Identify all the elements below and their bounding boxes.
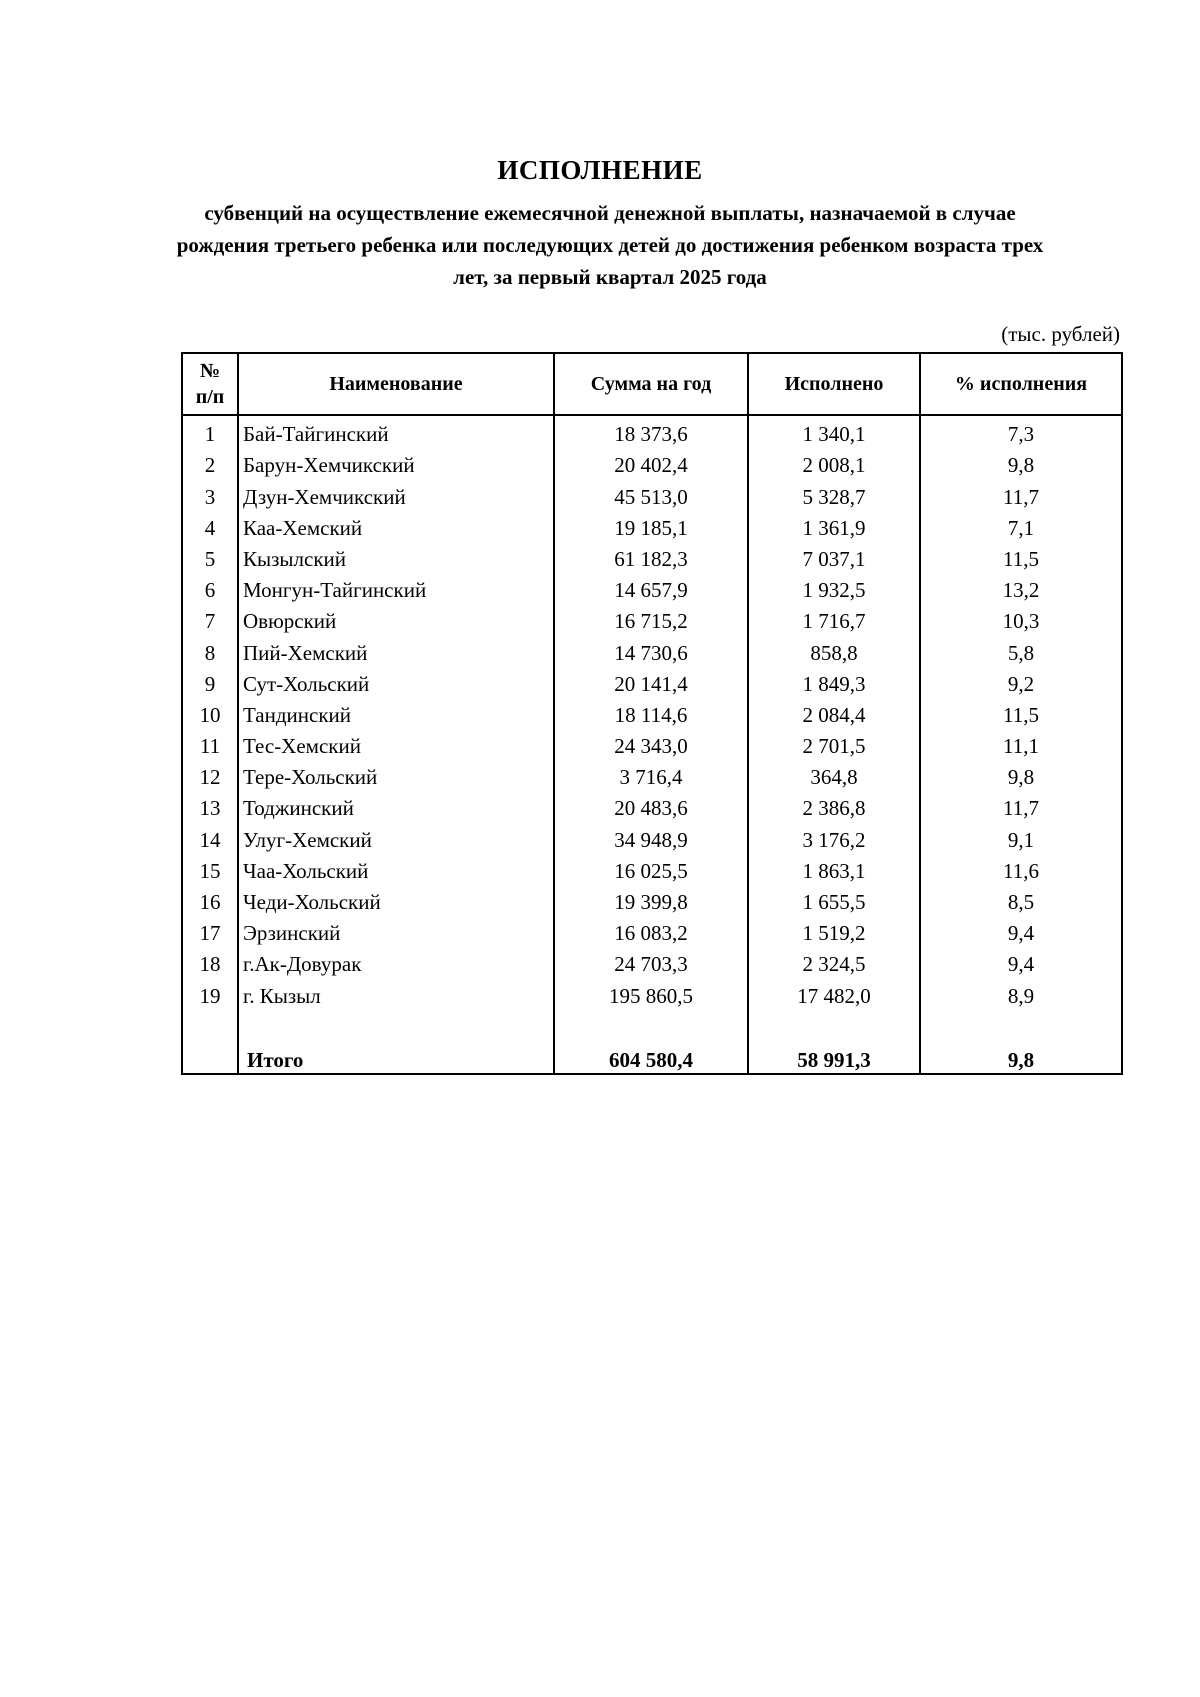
table-row: [182, 510, 1122, 541]
cell-name: Тоджинский: [238, 790, 554, 821]
spacer-cell: [920, 1009, 1122, 1039]
cell-executed: 2 324,5: [748, 946, 920, 977]
cell-name: Чеди-Хольский: [238, 884, 554, 915]
cell-execution-percent: 9,4: [920, 946, 1122, 977]
header-name: Наименование: [238, 353, 554, 415]
cell-execution-percent: 9,8: [920, 447, 1122, 478]
table-row: [182, 478, 1122, 509]
cell-name: Чаа-Хольский: [238, 853, 554, 884]
cell-executed: 858,8: [748, 634, 920, 665]
cell-annual-sum: 20 402,4: [554, 447, 748, 478]
cell-number: 4: [182, 510, 238, 541]
cell-execution-percent: 8,5: [920, 884, 1122, 915]
header-annual-sum: Сумма на год: [554, 353, 748, 415]
cell-annual-sum: 19 399,8: [554, 884, 748, 915]
cell-execution-percent: 11,6: [920, 853, 1122, 884]
cell-name: Эрзинский: [238, 915, 554, 946]
document-title: ИСПОЛНЕНИЕ: [497, 155, 703, 185]
cell-number: 14: [182, 821, 238, 852]
cell-annual-sum: 20 483,6: [554, 790, 748, 821]
cell-name: Барун-Хемчикский: [238, 447, 554, 478]
total-row: [182, 1039, 1122, 1074]
spacer-cell: [748, 1009, 920, 1039]
cell-annual-sum: 16 715,2: [554, 603, 748, 634]
cell-number: 16: [182, 884, 238, 915]
cell-number: 1: [182, 415, 238, 447]
cell-annual-sum: 3 716,4: [554, 759, 748, 790]
table-row: [182, 946, 1122, 977]
table-header-row: [182, 353, 1122, 415]
cell-number: 12: [182, 759, 238, 790]
table-row: [182, 728, 1122, 759]
cell-number: 7: [182, 603, 238, 634]
cell-annual-sum: 16 083,2: [554, 915, 748, 946]
total-annual-sum: 604 580,4: [554, 1039, 748, 1074]
total-executed: 58 991,3: [748, 1039, 920, 1074]
spacer-cell: [182, 1009, 238, 1039]
cell-number: 11: [182, 728, 238, 759]
cell-name: Тандинский: [238, 697, 554, 728]
cell-annual-sum: 14 730,6: [554, 634, 748, 665]
cell-name: Монгун-Тайгинский: [238, 572, 554, 603]
cell-name: г.Ак-Довурак: [238, 946, 554, 977]
table-row: [182, 697, 1122, 728]
cell-executed: 364,8: [748, 759, 920, 790]
cell-executed: 1 655,5: [748, 884, 920, 915]
cell-annual-sum: 16 025,5: [554, 853, 748, 884]
cell-execution-percent: 7,1: [920, 510, 1122, 541]
total-label: Итого: [238, 1039, 554, 1074]
cell-number: 6: [182, 572, 238, 603]
cell-execution-percent: 11,1: [920, 728, 1122, 759]
cell-number: 8: [182, 634, 238, 665]
cell-number: 10: [182, 697, 238, 728]
cell-name: Тес-Хемский: [238, 728, 554, 759]
table-row: [182, 634, 1122, 665]
total-execution-percent: 9,8: [920, 1039, 1122, 1074]
cell-executed: 2 701,5: [748, 728, 920, 759]
header-number: [182, 353, 238, 415]
cell-annual-sum: 18 114,6: [554, 697, 748, 728]
cell-annual-sum: 61 182,3: [554, 541, 748, 572]
cell-executed: 7 037,1: [748, 541, 920, 572]
table-row: [182, 541, 1122, 572]
cell-executed: 3 176,2: [748, 821, 920, 852]
cell-execution-percent: 11,7: [920, 790, 1122, 821]
table-row: [182, 821, 1122, 852]
spacer-cell: [238, 1009, 554, 1039]
cell-execution-percent: 9,2: [920, 666, 1122, 697]
cell-annual-sum: 14 657,9: [554, 572, 748, 603]
cell-name: г. Кызыл: [238, 977, 554, 1008]
cell-number: 5: [182, 541, 238, 572]
cell-execution-percent: 13,2: [920, 572, 1122, 603]
cell-executed: 17 482,0: [748, 977, 920, 1008]
cell-executed: 2 386,8: [748, 790, 920, 821]
cell-execution-percent: 10,3: [920, 603, 1122, 634]
table-row: [182, 603, 1122, 634]
table-row: [182, 915, 1122, 946]
cell-annual-sum: 34 948,9: [554, 821, 748, 852]
cell-annual-sum: 24 703,3: [554, 946, 748, 977]
cell-executed: 2 008,1: [748, 447, 920, 478]
cell-executed: 1 932,5: [748, 572, 920, 603]
cell-annual-sum: 19 185,1: [554, 510, 748, 541]
cell-executed: 2 084,4: [748, 697, 920, 728]
units-label: (тыс. рублей): [1001, 322, 1120, 346]
cell-name: Бай-Тайгинский: [238, 415, 554, 447]
cell-execution-percent: 9,1: [920, 821, 1122, 852]
table-row: [182, 884, 1122, 915]
cell-name: Каа-Хемский: [238, 510, 554, 541]
cell-annual-sum: 195 860,5: [554, 977, 748, 1008]
table-row: [182, 790, 1122, 821]
cell-name: Овюрский: [238, 603, 554, 634]
cell-name: Пий-Хемский: [238, 634, 554, 665]
cell-execution-percent: 7,3: [920, 415, 1122, 447]
cell-execution-percent: 11,7: [920, 478, 1122, 509]
cell-number: 9: [182, 666, 238, 697]
header-executed: Исполнено: [748, 353, 920, 415]
spacer-cell: [554, 1009, 748, 1039]
cell-executed: 1 863,1: [748, 853, 920, 884]
header-number-line2: п/п: [195, 386, 225, 408]
table-body: [182, 415, 1122, 1074]
cell-name: Кызылский: [238, 541, 554, 572]
header-number-line1: №: [199, 360, 221, 382]
table-row: [182, 666, 1122, 697]
header-execution-percent: % исполнения: [920, 353, 1122, 415]
cell-number: 13: [182, 790, 238, 821]
cell-annual-sum: 24 343,0: [554, 728, 748, 759]
cell-number: 19: [182, 977, 238, 1008]
cell-number: 15: [182, 853, 238, 884]
cell-execution-percent: 9,4: [920, 915, 1122, 946]
cell-number: 2: [182, 447, 238, 478]
cell-name: Улуг-Хемский: [238, 821, 554, 852]
table-row: [182, 415, 1122, 447]
cell-number: 18: [182, 946, 238, 977]
table-row: [182, 853, 1122, 884]
total-number: [182, 1039, 238, 1074]
cell-execution-percent: 5,8: [920, 634, 1122, 665]
cell-execution-percent: 8,9: [920, 977, 1122, 1008]
cell-number: 3: [182, 478, 238, 509]
cell-executed: 1 716,7: [748, 603, 920, 634]
cell-execution-percent: 11,5: [920, 697, 1122, 728]
spacer-row: [182, 1009, 1122, 1039]
cell-name: Дзун-Хемчикский: [238, 478, 554, 509]
cell-name: Сут-Хольский: [238, 666, 554, 697]
table-row: [182, 572, 1122, 603]
cell-annual-sum: 18 373,6: [554, 415, 748, 447]
table-row: [182, 447, 1122, 478]
cell-execution-percent: 9,8: [920, 759, 1122, 790]
cell-executed: 1 340,1: [748, 415, 920, 447]
cell-execution-percent: 11,5: [920, 541, 1122, 572]
cell-annual-sum: 45 513,0: [554, 478, 748, 509]
cell-annual-sum: 20 141,4: [554, 666, 748, 697]
execution-table: [181, 352, 1123, 1075]
table-row: [182, 759, 1122, 790]
table-row: [182, 977, 1122, 1008]
cell-executed: 1 849,3: [748, 666, 920, 697]
cell-executed: 1 519,2: [748, 915, 920, 946]
cell-executed: 5 328,7: [748, 478, 920, 509]
document-subtitle: субвенций на осуществление ежемесячной денежной выплаты, назначаемой в случае рождения третьего ребенка или последующих детей до достижения ребенком возраста трех лет, за первый квартал 2025 года: [176, 201, 1044, 289]
cell-number: 17: [182, 915, 238, 946]
cell-executed: 1 361,9: [748, 510, 920, 541]
cell-name: Тере-Хольский: [238, 759, 554, 790]
